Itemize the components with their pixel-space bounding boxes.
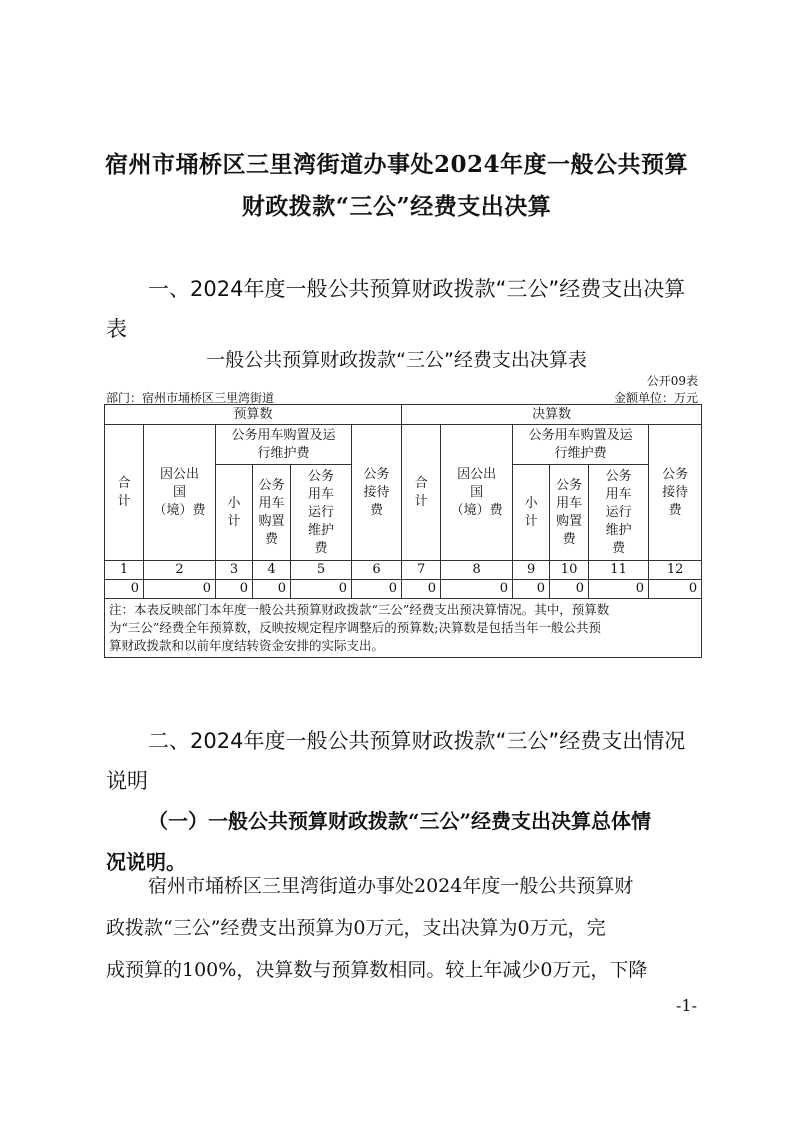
final-vehicle-operation-header: 公务 用车 运行 维护 费: [589, 465, 649, 561]
value-cell: 0: [352, 580, 402, 599]
value-cell: 0: [291, 580, 352, 599]
value-cell: 0: [513, 580, 550, 599]
budget-vehicle-group-header: 公务用车购置及运 行维护费: [216, 425, 352, 465]
value-cell: 0: [216, 580, 253, 599]
three-public-expenses-table: [104, 404, 702, 658]
budget-abroad-header: 因公出 国 （境）费: [144, 425, 216, 561]
column-number: 4: [253, 561, 291, 580]
value-cell: 0: [550, 580, 589, 599]
paragraph-line1: 宿州市埇桥区三里湾街道办事处2024年度一般公共预算财: [148, 875, 634, 897]
table-code: 公开09表: [646, 374, 698, 388]
final-group-header: 决算数: [402, 405, 702, 425]
document-title-line2: 财政拨款“三公”经费支出决算: [241, 193, 552, 220]
unit-label: 金额单位：万元: [613, 391, 698, 405]
final-abroad-header: 因公出 国 （境）费: [441, 425, 513, 561]
paragraph-line3: 成预算的100%，决算数与预算数相同。较上年减少0万元，下降: [106, 959, 648, 981]
section1-heading-cont: 表: [106, 317, 127, 341]
value-cell: 0: [253, 580, 291, 599]
column-number: 5: [291, 561, 352, 580]
table-title: 一般公共预算财政拨款“三公”经费支出决算表: [206, 349, 587, 371]
budget-reception-header: 公务 接待 费: [352, 425, 402, 561]
column-number: 2: [144, 561, 216, 580]
column-number: 6: [352, 561, 402, 580]
final-total-header: 合 计: [402, 425, 441, 561]
column-number: 8: [441, 561, 513, 580]
column-number: 7: [402, 561, 441, 580]
value-cell: 0: [589, 580, 649, 599]
final-reception-header: 公务 接待 费: [649, 425, 702, 561]
section2-heading-cont: 说明: [106, 769, 148, 793]
final-subtotal-header: 小 计: [513, 465, 550, 561]
paragraph-line2: 政拨款“三公”经费支出预算为0万元，支出决算为0万元，完: [106, 917, 606, 939]
document-title-line1: 宿州市埇桥区三里湾街道办事处2024年度一般公共预算: [104, 151, 688, 178]
budget-total-header: 合 计: [105, 425, 144, 561]
department-label: 部门：宿州市埇桥区三里湾街道: [106, 391, 275, 405]
column-number: 12: [649, 561, 702, 580]
column-number: 9: [513, 561, 550, 580]
budget-group-header: 预算数: [105, 405, 402, 425]
column-number: 3: [216, 561, 253, 580]
subsection1-heading: （一）一般公共预算财政拨款“三公”经费支出决算总体情: [148, 809, 652, 833]
value-cell: 0: [441, 580, 513, 599]
value-cell: 0: [105, 580, 144, 599]
value-cell: 0: [649, 580, 702, 599]
column-number: 1: [105, 561, 144, 580]
column-number: 11: [589, 561, 649, 580]
value-cell: 0: [144, 580, 216, 599]
budget-vehicle-purchase-header: 公务 用车 购置 费: [253, 465, 291, 561]
budget-vehicle-operation-header: 公务 用车 运行 维护 费: [291, 465, 352, 561]
final-vehicle-purchase-header: 公务 用车 购置 费: [550, 465, 589, 561]
section2-heading: 二、2024年度一般公共预算财政拨款“三公”经费支出情况: [148, 729, 686, 753]
value-cell: 0: [402, 580, 441, 599]
table-row: [105, 580, 702, 599]
budget-subtotal-header: 小 计: [216, 465, 253, 561]
table-note: 注：本表反映部门本年度一般公共预算财政拨款“三公”经费支出预决算情况。其中，预算数 为“三公”经费全年预算数，反映按规定程序调整后的预算数;决算数是包括当年一般公共预 算财政拨款和以前年度结转资金安排的实际支出。: [105, 599, 702, 658]
page-number: -1-: [676, 996, 697, 1015]
final-vehicle-group-header: 公务用车购置及运 行维护费: [513, 425, 649, 465]
subsection1-heading-cont: 况说明。: [106, 850, 186, 874]
column-number: 10: [550, 561, 589, 580]
section1-heading: 一、2024年度一般公共预算财政拨款“三公”经费支出决算: [148, 277, 686, 301]
column-number-row: [105, 561, 702, 580]
